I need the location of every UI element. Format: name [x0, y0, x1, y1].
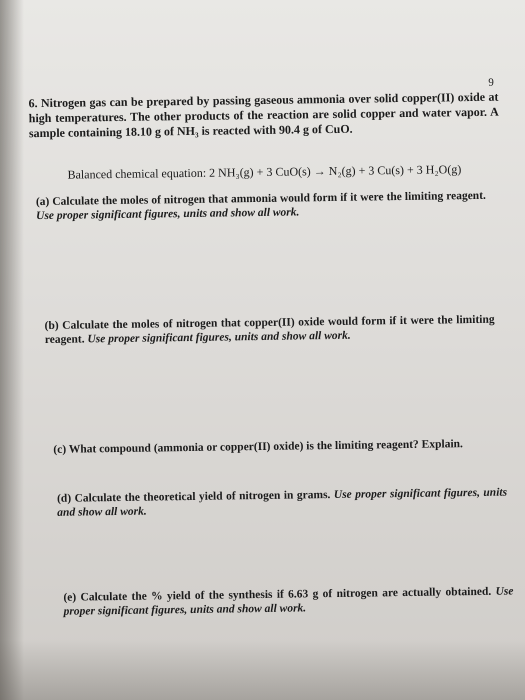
question-part-e — [63, 584, 513, 618]
question-part-a — [36, 189, 486, 223]
question-b-text: (b) Calculate the moles of nitrogen that copper(II) oxide would form if it were the limiting reagent. — [44, 313, 495, 347]
question-e-text: (e) Calculate the % yield of the synthesis if 6.63 g of nitrogen are actually obtained. — [63, 585, 492, 604]
question-b-instruction: Use proper significant figures, units and show all work. — [87, 329, 351, 346]
page-number: 9 — [488, 76, 494, 89]
balanced-equation: Balanced chemical equation: 2 NH₃(g) + 3 CuO(s) → N₂(g) + 3 Cu(s) + 3 H₂O(g) — [67, 162, 462, 182]
question-d-text: (d) Calculate the theoretical yield of nitrogen in grams. — [56, 489, 331, 505]
problem-statement: 6. Nitrogen gas can be prepared by passing gaseous ammonia over solid copper(II) oxide at high temperatures. The other products of the reaction are solid copper and water vapor. A sample containing 18.10 g of NH₃ is reacted with 90.4 g of CuO. — [28, 89, 499, 141]
question-e-instruction: Use proper significant figures, units and show all work. — [63, 585, 514, 618]
question-c-text: (c) What compound (ammonia or copper(II) oxide) is the limiting reagent? Explain. — [53, 438, 463, 456]
question-part-b — [45, 313, 495, 347]
question-a-instruction: Use proper significant figures, units and show all work. — [36, 206, 300, 223]
question-d-instruction: Use proper significant figures, units and show all work. — [57, 486, 508, 519]
question-part-c — [53, 437, 503, 457]
question-part-d — [57, 486, 507, 520]
question-a-text: (a) Calculate the moles of nitrogen that ammonia would form if it were the limiting reagent. — [35, 189, 486, 209]
